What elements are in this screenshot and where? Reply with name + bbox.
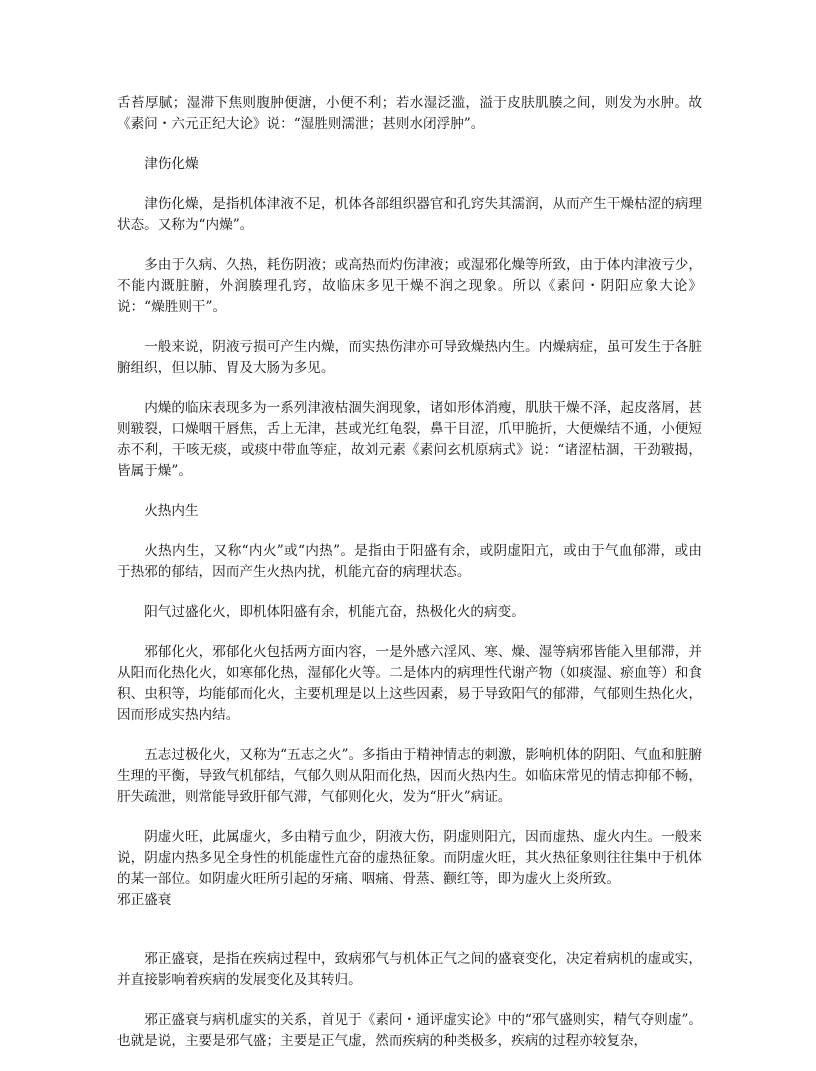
section-heading-pathogen-vital-qi: 邪正盛衰 (117, 892, 172, 908)
paragraph-dryness-definition: 津伤化燥，是指机体津液不足，机体各部组织器官和孔窍失其濡润，从而产生干燥枯涩的病理状态。又称为“内燥”。 (117, 196, 702, 233)
document-body (117, 93, 702, 1071)
paragraph-pathogen-relation: 邪正盛衰与病机虚实的关系，首见于《素问・通评虚实论》中的“邪气盛则实，精气夺则虚”。也就是说，主要是邪气盛；主要是正气虚，然而疾病的种类极多，疾病的过程亦较复杂， (117, 1012, 702, 1049)
paragraph-stagnation-fire: 邪郁化火，邪郁化火包括两方面内容，一是外感六淫风、寒、燥、湿等病邪皆能入里郁滞，并从阳而化热化火，如寒郁化热，湿郁化火等。二是体内的病理性代谢产物（如痰湿、瘀血等）和食积、虫积等，均能郁而化火，主要机理是以上这些因素，易于导致阳气的郁滞，气郁则生热化火，因而形成实热内结。 (117, 644, 702, 723)
paragraph-pathogen-definition: 邪正盛衰，是指在疾病过程中，致病邪气与机体正气之间的盛衰变化，决定着病机的虚或实，并直接影响着疾病的发展变化及其转归。 (117, 951, 702, 988)
paragraph-dryness-causes: 多由于久病、久热，耗伤阴液；或高热而灼伤津液；或湿邪化燥等所致，由于体内津液亏少，不能内溉脏腑，外润腠理孔窍，故临床多见干燥不润之现象。所以《素问・阴阳应象大论》说：“燥胜则干”。 (117, 257, 702, 315)
paragraph-fire-definition: 火热内生，又称“内火”或“内热”。是指由于阳盛有余，或阴虚阳亢，或由于气血郁滞，或由于热邪的郁结，因而产生火热内扰，机能亢奋的病理状态。 (117, 543, 702, 580)
paragraph-dryness-symptoms: 内燥的临床表现多为一系列津液枯涸失润现象，诸如形体消瘦，肌肤干燥不泽，起皮落屑，甚则皲裂，口燥咽干唇焦，舌上无津，甚或光红龟裂，鼻干目涩，爪甲脆折，大便燥结不通，小便短赤不利，干咳无痰，或痰中带血等症，故刘元素《素问玄机原病式》说：“诸涩枯涸，干劲皲揭，皆属于燥”。 (117, 400, 702, 479)
paragraph-yin-deficiency-fire: 阴虚火旺，此属虚火，多由精亏血少，阴液大伤，阴虚则阳亢，因而虚热、虚火内生。一般来说，阴虚内热多见全身性的机能虚性亢奋的虚热征象。而阴虚火旺，其火热征象则往往集中于机体的某一部位。如阴虚火旺所引起的牙痛、咽痛、骨蒸、颧红等，即为虚火上炎所致。 (117, 829, 702, 887)
section-heading-internal-fire: 火热内生 (144, 503, 199, 519)
paragraph-dampness-continuation: 舌苔厚腻；湿滞下焦则腹肿便溏，小便不利；若水湿泛滥，溢于皮肤肌腠之间，则发为水肿。故《素问・六元正纪大论》说：“湿胜则濡泄；甚则水闭浮肿”。 (117, 95, 702, 132)
section-heading-fluid-dryness: 津伤化燥 (144, 156, 199, 172)
paragraph-emotion-fire: 五志过极化火，又称为“五志之火”。多指由于精神情志的刺激，影响机体的阴阳、气血和脏腑生理的平衡，导致气机郁结，气郁久则从阳而化热，因而火热内生。如临床常见的情志抑郁不畅，肝失疏泄，则常能导致肝郁气滞，气郁则化火，发为“肝火”病证。 (117, 747, 702, 805)
paragraph-yang-excess-fire: 阳气过盛化火，即机体阳盛有余，机能亢奋，热极化火的病变。 (144, 604, 525, 620)
paragraph-dryness-general: 一般来说，阴液亏损可产生内燥，而实热伤津亦可导致燥热内生。内燥病症，虽可发生于各脏腑组织，但以肺、胃及大肠为多见。 (117, 339, 702, 376)
